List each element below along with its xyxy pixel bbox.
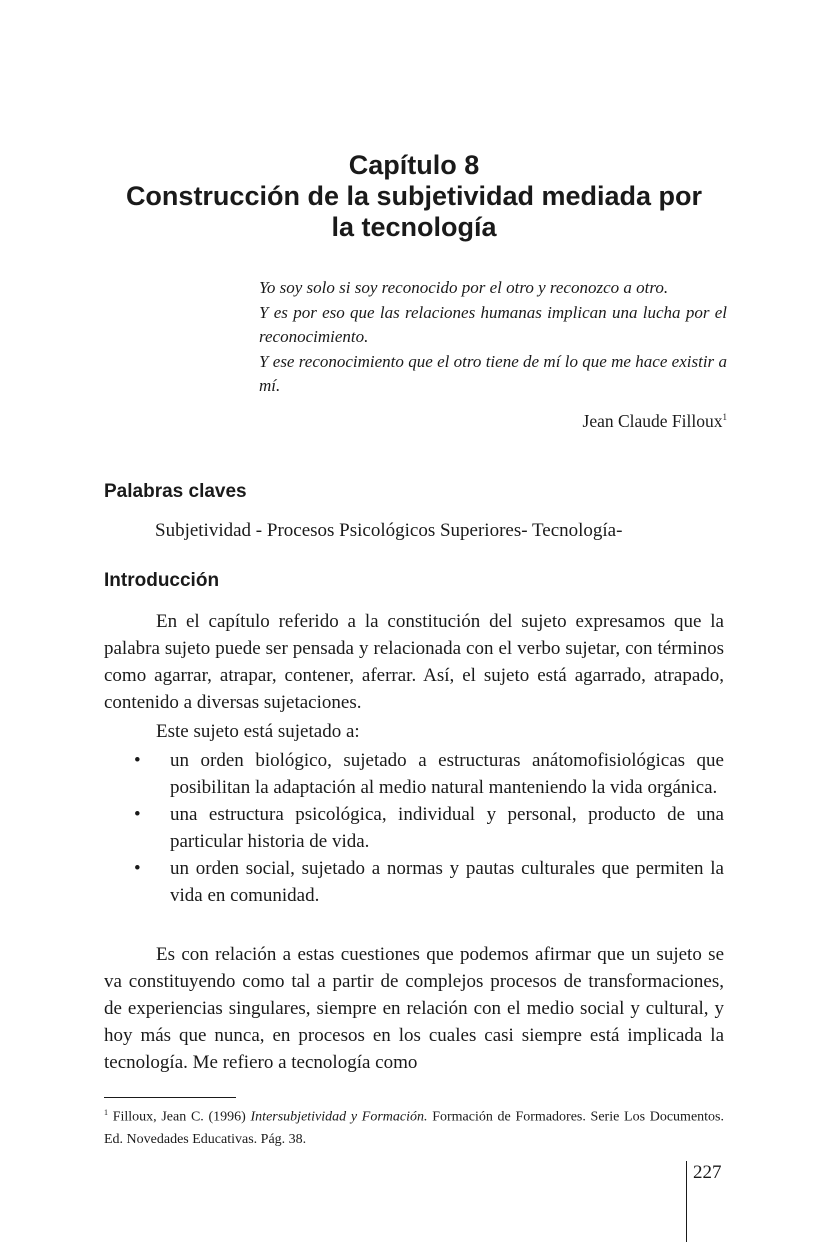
- subjection-list: [104, 747, 724, 909]
- chapter-heading: [100, 150, 728, 243]
- intro-paragraph: Este sujeto está sujetado a:: [156, 721, 360, 742]
- list-item: [104, 801, 724, 855]
- epigraph-author: [583, 405, 727, 433]
- list-item-text: una estructura psicológica, individual y personal, producto de una particular historia de vida.: [170, 804, 724, 852]
- intro-paragraph: En el capítulo referido a la constitución del sujeto expresamos que la palabra sujeto puede ser pensada y relacionada con el verbo sujetar, con términos como agarrar, atrapar, contener, aferrar. Así, el sujeto está agarrado, atrapado, contenido a diversas sujetaciones.: [104, 611, 724, 713]
- keywords-heading: Palabras claves: [104, 481, 247, 502]
- list-item-text: un orden social, sujetado a normas y pautas culturales que permiten la vida en comunidad.: [170, 858, 724, 906]
- footnote-text: Formación de Formadores. Serie Los Documentos. Ed. Novedades Educativas. Pág. 38.: [104, 1109, 724, 1147]
- list-item: [104, 855, 724, 909]
- page-number: 227: [693, 1162, 722, 1183]
- epigraph-author-name: Jean Claude Filloux: [582, 410, 723, 431]
- intro-paragraph: Es con relación a estas cuestiones que podemos afirmar que un sujeto se va constituyendo como tal a partir de complejos procesos de transformaciones, de experiencias singulares, siempre en relación con el medio social y cultural, y hoy más que nunca, en procesos en los cuales casi siempre está implicada la tecnología. Me refiero a tecnología como: [104, 944, 724, 1073]
- page-number-divider: [686, 1161, 687, 1242]
- bullet-icon: •: [134, 804, 141, 825]
- footnote-book-title: Intersubjetividad y Formación.: [250, 1109, 428, 1125]
- bullet-icon: •: [134, 858, 141, 879]
- epigraph-line: Y ese reconocimiento que el otro tiene de mí lo que me hace existir a mí.: [259, 351, 727, 395]
- footnote: [104, 1102, 724, 1151]
- keywords-text: Subjetividad - Procesos Psicológicos Superiores- Tecnología-: [155, 520, 623, 541]
- chapter-title-line1: Construcción de la subjetividad mediada por: [125, 181, 703, 211]
- chapter-title-line2: la tecnología: [331, 212, 497, 242]
- list-item-text: un orden biológico, sujetado a estructuras anátomofisiológicas que posibilitan la adaptación al medio natural manteniendo la vida orgánica.: [170, 750, 724, 798]
- footnote-marker: 1: [104, 1108, 108, 1117]
- bullet-icon: •: [134, 750, 141, 771]
- chapter-number: Capítulo 8: [348, 150, 480, 180]
- footnote-divider: [104, 1097, 236, 1098]
- footnote-reference[interactable]: 1: [722, 412, 727, 422]
- introduction-heading: Introducción: [104, 570, 220, 591]
- list-item: [104, 747, 724, 801]
- epigraph-line: Y es por eso que las relaciones humanas implican una lucha por el reconocimiento.: [259, 302, 727, 346]
- footnote-text: Filloux, Jean C. (1996): [112, 1109, 251, 1125]
- epigraph: [259, 276, 727, 399]
- epigraph-line: Yo soy solo si soy reconocido por el otro y reconozco a otro.: [259, 278, 669, 297]
